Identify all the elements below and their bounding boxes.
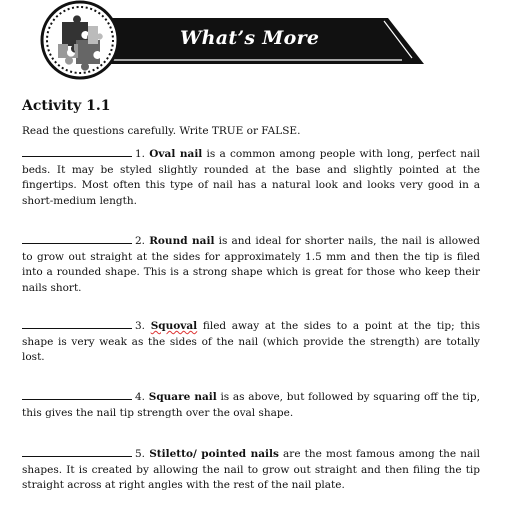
question-term: Square nail: [148, 391, 217, 403]
question-number: 1.: [135, 148, 146, 160]
answer-blank-2[interactable]: [22, 233, 132, 244]
question-text: is and ideal for shorter nails, the nail is allowed to grow out straight at the sides for approximately 1.5 mm and then the tip is filed into a rounded shape. This is a strong shape which is great for those who keep their nails short.: [22, 235, 480, 294]
question-text: is a common among people with long, perfect nail beds. It may be styled slightly rounded at the base and slightly pointed at the fingertips. Most often this type of nail has a natural look and looks very good in a short-medium length.: [22, 148, 480, 207]
question-text: filed away at the sides to a point at the tip; this shape is very weak as the sides of the nail (which provide the strength) are totally lost.: [22, 320, 480, 363]
instructions: Read the questions carefully. Write TRUE or FALSE.: [22, 125, 301, 137]
question-number: 5.: [135, 448, 146, 460]
question-text: is as above, but followed by squaring off the tip, this gives the nail tip strength over the oval shape.: [22, 391, 480, 419]
answer-blank-3[interactable]: [22, 318, 132, 329]
answer-blank-5[interactable]: [22, 446, 132, 457]
question-4: [22, 389, 480, 421]
question-text: are the most famous among the nail shapes. It is created by allowing the nail to grow out straight and then filing the tip straight across at right angles with the rest of the nail plate.: [22, 448, 480, 491]
activity-title: Activity 1.1: [22, 98, 111, 114]
question-term: Squoval: [150, 320, 198, 332]
question-1: [22, 146, 480, 209]
question-number: 3.: [135, 320, 146, 332]
question-2: [22, 233, 480, 296]
question-3: [22, 318, 480, 366]
answer-blank-1[interactable]: [22, 146, 132, 157]
section-banner: [0, 0, 508, 85]
answer-blank-4[interactable]: [22, 389, 132, 400]
question-number: 2.: [135, 235, 146, 247]
question-number: 4.: [135, 391, 146, 403]
question-5: [22, 446, 480, 494]
question-term: Round nail: [149, 235, 215, 247]
section-title: What’s More: [180, 27, 320, 49]
question-term: Stiletto/ pointed nails: [149, 448, 279, 460]
question-term: Oval nail: [149, 148, 203, 160]
